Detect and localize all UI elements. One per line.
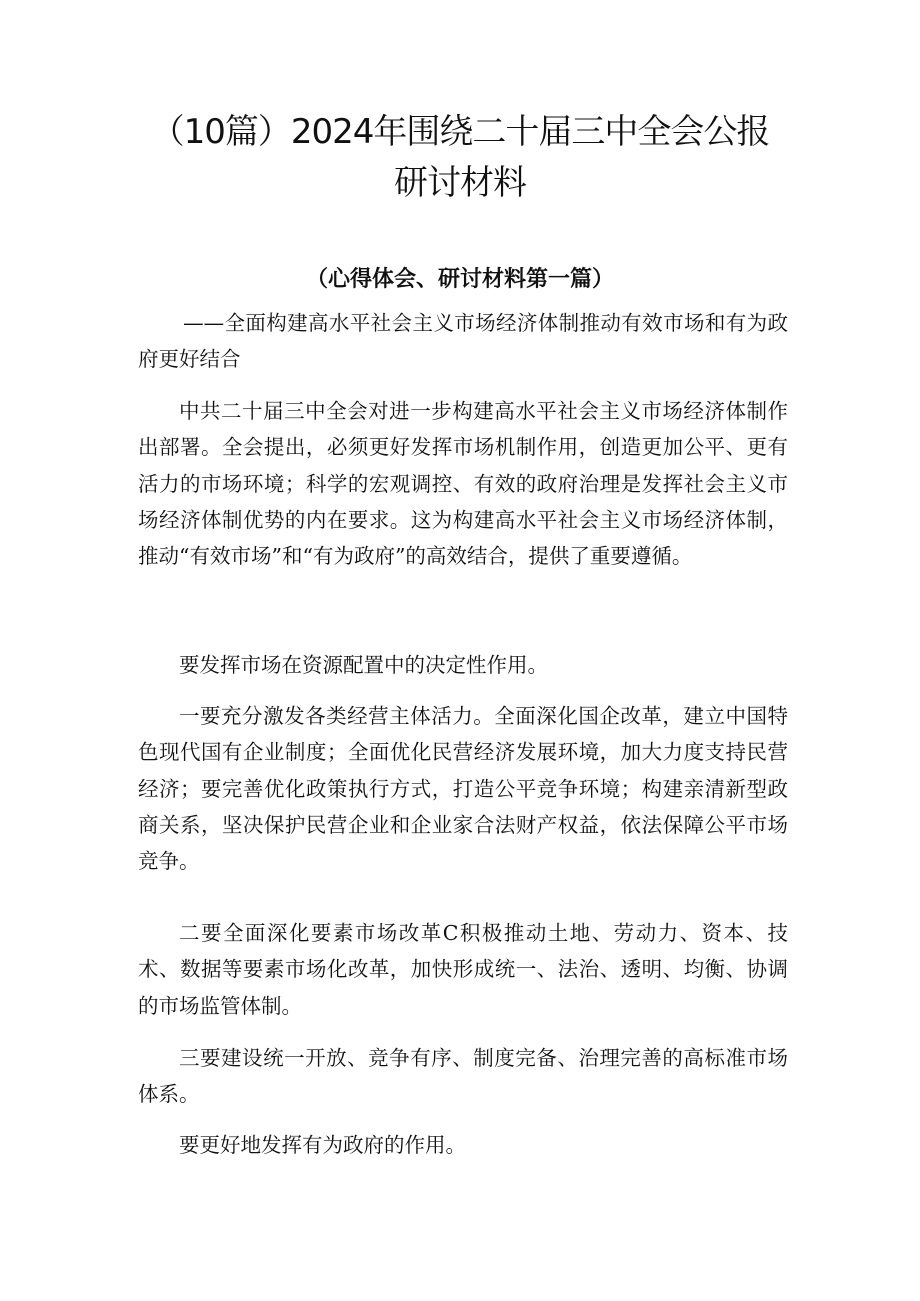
document-title-line-2: 研讨材料: [394, 163, 526, 203]
dash-subtitle: ——全面构建高水平社会主义市场经济体制推动有效市场和有为政府更好结合: [138, 311, 788, 372]
paragraph-intro: 中共二十届三中全会对进一步构建高水平社会主义市场经济体制作出部署。全会提出，必须更好发挥市场机制作用，创造更加公平、更有活力的市场环境；科学的宏观调控、有效的政府治理是发挥社会主义市场经济体制优势的内在要求。这为构建高水平社会主义市场经济体制，推动“有效市场”和“有为政府”的高效结合，提供了重要遵循。: [138, 399, 788, 569]
paragraph-point-two: 二要全面深化要素市场改革C积极推动土地、劳动力、资本、技术、数据等要素市场化改革，加快形成统一、法治、透明、均衡、协调的市场监管体制。: [138, 921, 788, 1018]
paragraph-point-three: 三要建设统一开放、竞争有序、制度完备、治理完善的高标准市场体系。: [138, 1046, 788, 1107]
section-heading: （心得体会、研讨材料第一篇）: [305, 267, 614, 292]
document-title-line-1: （10篇）2024年围绕二十届三中全会公报: [150, 112, 770, 152]
paragraph-market-role: 要发挥市场在资源配置中的决定性作用。: [179, 653, 548, 677]
paragraph-point-one: 一要充分激发各类经营主体活力。全面深化国企改革，建立中国特色现代国有企业制度；全面优化民营经济发展环境，加大力度支持民营经济；要完善优化政策执行方式，打造公平竞争环境；构建亲清新型政商关系，坚决保护民营企业和企业家合法财产权益，依法保障公平市场竞争。: [138, 704, 788, 874]
paragraph-government-role: 要更好地发挥有为政府的作用。: [179, 1133, 466, 1157]
